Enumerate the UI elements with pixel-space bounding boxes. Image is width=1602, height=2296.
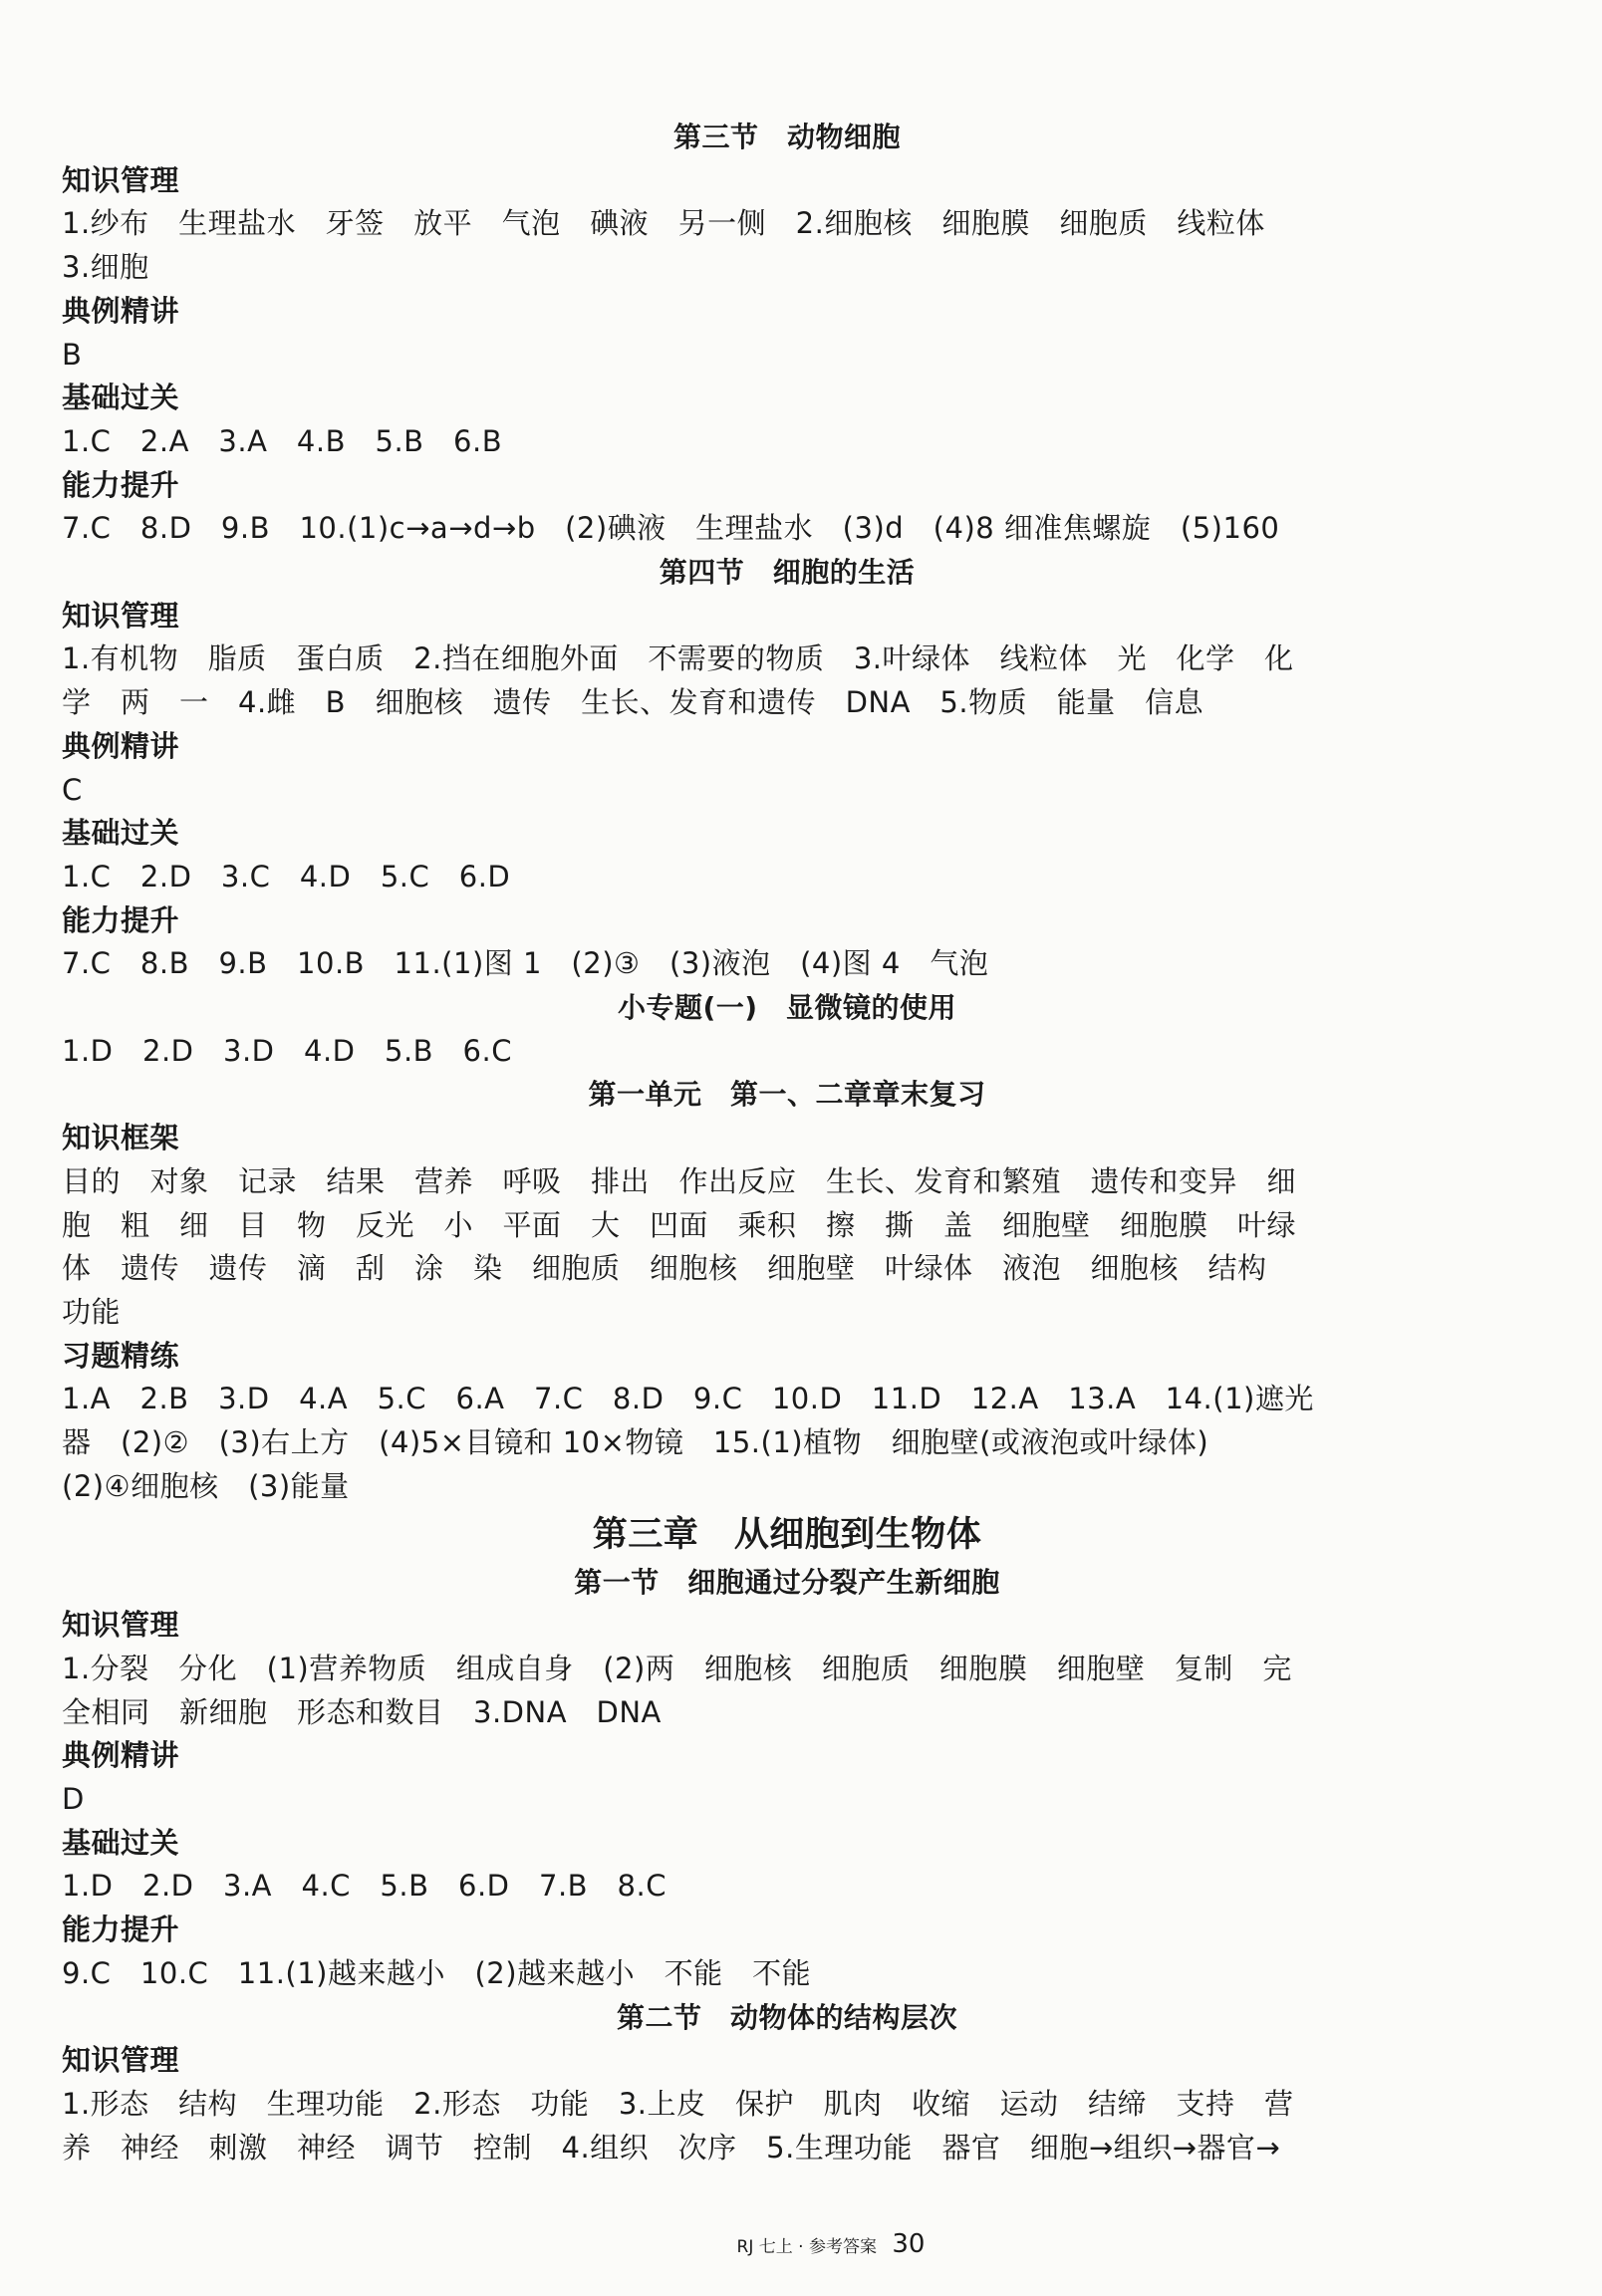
subsection-label: 基础过关	[62, 1825, 180, 1860]
answer-line: 3.细胞	[62, 250, 149, 285]
section-heading: 小专题(一) 显微镜的使用	[617, 991, 957, 1025]
subsection-label: 知识管理	[62, 2043, 180, 2078]
section-heading: 第一节 细胞通过分裂产生新细胞	[574, 1565, 1000, 1599]
answer-line: 7.C 8.B 9.B 10.B 11.(1)图 1 (2)③ (3)液泡 (4)图 4 气泡	[62, 946, 989, 981]
answer-line: 1.形态 结构 生理功能 2.形态 功能 3.上皮 保护 肌肉 收缩 运动 结缔 支持 营	[62, 2086, 1294, 2121]
subsection-label: 能力提升	[62, 902, 180, 937]
answer-line: 体 遗传 遗传 滴 刮 涂 染 细胞质 细胞核 细胞壁 叶绿体 液泡 细胞核 结构	[62, 1251, 1267, 1286]
answer-line: 功能	[62, 1294, 122, 1329]
subsection-label: 典例精讲	[62, 293, 180, 328]
section-heading: 第二节 动物体的结构层次	[616, 2000, 957, 2034]
answer-line: 全相同 新细胞 形态和数目 3.DNA DNA	[62, 1694, 662, 1729]
section-heading: 第一单元 第一、二章章末复习	[588, 1078, 986, 1112]
answer-line: C	[62, 772, 83, 807]
answer-line: 1.C 2.D 3.C 4.D 5.C 6.D	[62, 859, 511, 893]
subsection-label: 基础过关	[62, 816, 180, 851]
subsection-label: 知识管理	[62, 1608, 180, 1643]
answer-line: 1.纱布 生理盐水 牙签 放平 气泡 碘液 另一侧 2.细胞核 细胞膜 细胞质 线粒体	[62, 206, 1265, 241]
chapter-heading: 第三章 从细胞到生物体	[592, 1514, 982, 1555]
subsection-label: 习题精练	[62, 1338, 180, 1373]
answer-line: 学 两 一 4.雌 B 细胞核 遗传 生长、发育和遗传 DNA 5.物质 能量 信息	[62, 685, 1204, 720]
page-footer	[0, 2229, 1602, 2259]
answer-line: 7.C 8.D 9.B 10.(1)c→a→d→b (2)碘液 生理盐水 (3)d (4)8 细准焦螺旋 (5)160	[62, 511, 1280, 546]
answer-line: 1.A 2.B 3.D 4.A 5.C 6.A 7.C 8.D 9.C 10.D 11.D 12.A 13.A 14.(1)遮光	[62, 1382, 1314, 1416]
subsection-label: 基础过关	[62, 381, 180, 415]
answer-line: 1.有机物 脂质 蛋白质 2.挡在细胞外面 不需要的物质 3.叶绿体 线粒体 光 化学 化	[62, 641, 1294, 676]
answer-line: B	[62, 337, 83, 372]
answer-line: 1.分裂 分化 (1)营养物质 组成自身 (2)两 细胞核 细胞质 细胞膜 细胞壁 复制 完	[62, 1651, 1292, 1685]
subsection-label: 知识管理	[62, 598, 180, 633]
answer-line: 1.C 2.A 3.A 4.B 5.B 6.B	[62, 423, 503, 458]
subsection-label: 典例精讲	[62, 728, 180, 763]
subsection-label: 典例精讲	[62, 1738, 180, 1773]
answer-line: (2)④细胞核 (3)能量	[62, 1468, 350, 1503]
answer-line: 胞 粗 细 目 物 反光 小 平面 大 凹面 乘积 擦 撕 盖 细胞壁 细胞膜 叶绿	[62, 1207, 1297, 1242]
answer-line: 1.D 2.D 3.D 4.D 5.B 6.C	[62, 1033, 512, 1068]
section-heading: 第四节 细胞的生活	[659, 556, 916, 590]
page-content	[62, 116, 1453, 2169]
subsection-label: 能力提升	[62, 467, 180, 502]
footer-label: RJ 七上 · 参考答案	[736, 2237, 877, 2257]
page-number: 30	[892, 2229, 926, 2259]
answer-line: 9.C 10.C 11.(1)越来越小 (2)越来越小 不能 不能	[62, 1955, 812, 1990]
section-heading: 第三节 动物细胞	[672, 121, 901, 153]
subsection-label: 知识管理	[62, 162, 180, 197]
answer-line: D	[62, 1782, 85, 1817]
answer-line: 器 (2)② (3)右上方 (4)5×目镜和 10×物镜 15.(1)植物 细胞壁(或液泡或叶绿体)	[62, 1425, 1209, 1460]
answer-line: 目的 对象 记录 结果 营养 呼吸 排出 作出反应 生长、发育和繁殖 遗传和变异 细	[62, 1163, 1297, 1198]
answer-line: 养 神经 刺激 神经 调节 控制 4.组织 次序 5.生理功能 器官 细胞→组织→器官→	[62, 2130, 1281, 2165]
answer-line: 1.D 2.D 3.A 4.C 5.B 6.D 7.B 8.C	[62, 1869, 667, 1904]
subsection-label: 能力提升	[62, 1913, 180, 1947]
subsection-label: 知识框架	[62, 1121, 180, 1155]
